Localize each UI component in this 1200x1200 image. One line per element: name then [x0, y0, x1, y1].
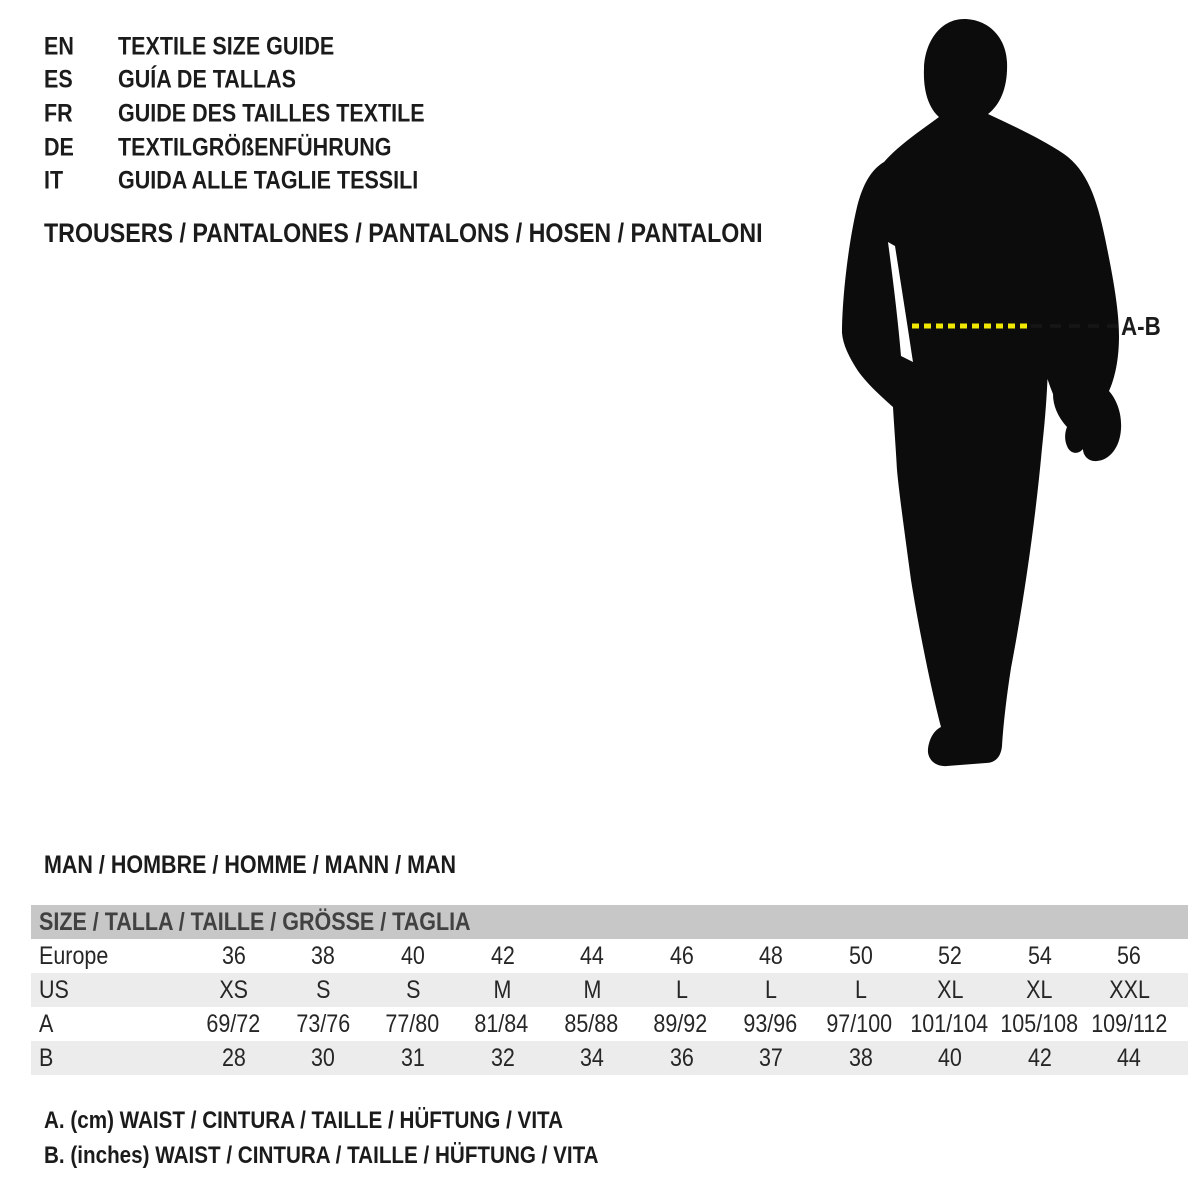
size-table-cell — [1084, 942, 1174, 971]
cell-text: 97/100 — [826, 1009, 893, 1038]
language-label-text: GUIDA ALLE TAGLIE TESSILI — [118, 166, 419, 195]
measurement-note-a-text: A. (cm) WAIST / CINTURA / TAILLE / HÜFTUNG / VITA — [44, 1107, 564, 1134]
cell-text: 36 — [669, 1043, 694, 1072]
size-table-cell — [726, 976, 816, 1005]
size-table-header — [31, 905, 1188, 939]
size-table-cell — [458, 1044, 548, 1073]
size-table-cell — [189, 942, 279, 971]
row-label-text: B — [39, 1043, 54, 1072]
size-table-cell — [368, 942, 458, 971]
cell-text: 50 — [848, 941, 873, 970]
size-table-cell — [816, 942, 906, 971]
cell-text: 89/92 — [653, 1009, 708, 1038]
cell-text: 42 — [490, 941, 515, 970]
cell-text: XS — [219, 975, 249, 1004]
size-table-cell — [279, 942, 369, 971]
cell-text: XL — [1026, 975, 1053, 1004]
size-table-cell — [1084, 976, 1174, 1005]
size-table-row-label — [31, 976, 189, 1005]
size-table-cell — [279, 1044, 369, 1073]
cell-text: 44 — [579, 941, 604, 970]
garment-title-text: TROUSERS / PANTALONES / PANTALONS / HOSEN / PANTALONI — [44, 218, 763, 248]
size-table-cell — [279, 976, 369, 1005]
size-table-cell — [546, 1010, 635, 1039]
cell-text: 85/88 — [564, 1009, 619, 1038]
cell-text: 46 — [669, 941, 694, 970]
size-table-cell — [458, 942, 548, 971]
cell-text: 38 — [848, 1043, 873, 1072]
gender-title — [44, 851, 523, 880]
size-table-cell — [995, 1044, 1085, 1073]
language-code-text: ES — [44, 65, 73, 94]
size-table-cell — [726, 942, 816, 971]
cell-text: 54 — [1027, 941, 1052, 970]
size-table-cell — [457, 1010, 546, 1039]
row-label-text: Europe — [39, 941, 109, 970]
cell-text: 44 — [1117, 1043, 1142, 1072]
cell-text: S — [405, 975, 421, 1004]
size-table-cell — [725, 1010, 814, 1039]
cell-text: 36 — [221, 941, 246, 970]
size-table-cell — [368, 1044, 458, 1073]
size-table-cell — [368, 976, 458, 1005]
size-table-cell — [636, 1010, 725, 1039]
cell-text: 40 — [938, 1043, 963, 1072]
size-table-cell — [189, 1010, 278, 1039]
measurement-note-b-text: B. (inches) WAIST / CINTURA / TAILLE / HÜFTUNG / VITA — [44, 1142, 599, 1169]
size-table-cell — [816, 1044, 906, 1073]
language-code-text: FR — [44, 99, 73, 128]
size-table-cell — [995, 976, 1085, 1005]
man-silhouette — [842, 19, 1121, 766]
language-label-text: TEXTILE SIZE GUIDE — [118, 32, 335, 61]
cell-text: 40 — [400, 941, 425, 970]
size-table-header-text: SIZE / TALLA / TAILLE / GRÖSSE / TAGLIA — [39, 907, 471, 936]
size-table-cell — [637, 942, 727, 971]
cell-text: L — [675, 975, 688, 1004]
cell-text: L — [765, 975, 778, 1004]
size-table-cell — [189, 1044, 279, 1073]
language-label-text: GUÍA DE TALLAS — [118, 65, 296, 94]
cell-text: 81/84 — [474, 1009, 529, 1038]
measurement-note-b — [44, 1142, 689, 1170]
size-table-cell — [368, 1010, 457, 1039]
size-table-row-b-inches — [31, 1041, 1188, 1075]
cell-text: 38 — [311, 941, 336, 970]
size-table — [31, 905, 1188, 1075]
cell-text: M — [493, 975, 512, 1004]
size-table-cell — [994, 1010, 1084, 1039]
size-table-cell — [547, 942, 637, 971]
row-label-text: A — [39, 1009, 54, 1038]
size-table-cell — [726, 1044, 816, 1073]
cell-text: L — [854, 975, 867, 1004]
language-label-text: TEXTILGRÖßENFÜHRUNG — [118, 133, 392, 162]
size-table-cell — [189, 976, 279, 1005]
language-label-text: GUIDE DES TAILLES TEXTILE — [118, 99, 425, 128]
cell-text: M — [583, 975, 601, 1004]
measurement-note-a — [44, 1107, 648, 1135]
size-table-row-label — [31, 1010, 189, 1039]
size-table-cell — [816, 976, 906, 1005]
size-table-row-a-cm — [31, 1007, 1188, 1041]
measurement-marker-label — [1121, 311, 1167, 342]
size-table-cell — [547, 976, 637, 1005]
size-table-cell — [547, 1044, 637, 1073]
size-table-cell — [458, 976, 548, 1005]
size-table-row-label — [31, 1044, 189, 1073]
cell-text: 28 — [221, 1043, 246, 1072]
cell-text: 37 — [759, 1043, 784, 1072]
cell-text: 52 — [938, 941, 963, 970]
size-table-row-us — [31, 973, 1188, 1007]
language-code-text: EN — [44, 32, 74, 61]
row-label-text: US — [39, 975, 69, 1004]
language-code-text: IT — [44, 166, 64, 195]
size-table-row-europe — [31, 939, 1188, 973]
cell-text: 42 — [1027, 1043, 1052, 1072]
gender-title-text: MAN / HOMBRE / HOMME / MANN / MAN — [44, 851, 457, 879]
cell-text: 69/72 — [206, 1009, 261, 1038]
cell-text: 56 — [1117, 941, 1142, 970]
cell-text: 32 — [490, 1043, 515, 1072]
size-table-cell — [905, 1044, 995, 1073]
size-table-cell — [278, 1010, 367, 1039]
measurement-marker-text: A-B — [1121, 311, 1161, 341]
cell-text: 73/76 — [296, 1009, 350, 1038]
size-table-cell — [637, 976, 727, 1005]
cell-text: 30 — [311, 1043, 336, 1072]
cell-text: 31 — [400, 1043, 425, 1072]
cell-text: 77/80 — [385, 1009, 440, 1038]
size-table-cell — [905, 942, 995, 971]
cell-text: XXL — [1108, 975, 1150, 1004]
size-table-cell — [905, 976, 995, 1005]
cell-text: 109/112 — [1091, 1009, 1168, 1038]
cell-text: S — [316, 975, 331, 1004]
size-table-cell — [995, 942, 1085, 971]
size-table-cell — [1084, 1044, 1174, 1073]
language-code-text: DE — [44, 133, 74, 162]
size-table-cell — [904, 1010, 994, 1039]
size-table-cell — [1085, 1010, 1174, 1039]
cell-text: 93/96 — [742, 1009, 797, 1038]
cell-text: 34 — [579, 1043, 604, 1072]
size-table-row-label — [31, 942, 189, 971]
size-table-cell — [637, 1044, 727, 1073]
size-table-cell — [815, 1010, 904, 1039]
cell-text: 48 — [759, 941, 784, 970]
cell-text: 105/108 — [1000, 1009, 1079, 1038]
cell-text: XL — [936, 975, 964, 1004]
cell-text: 101/104 — [910, 1009, 988, 1038]
